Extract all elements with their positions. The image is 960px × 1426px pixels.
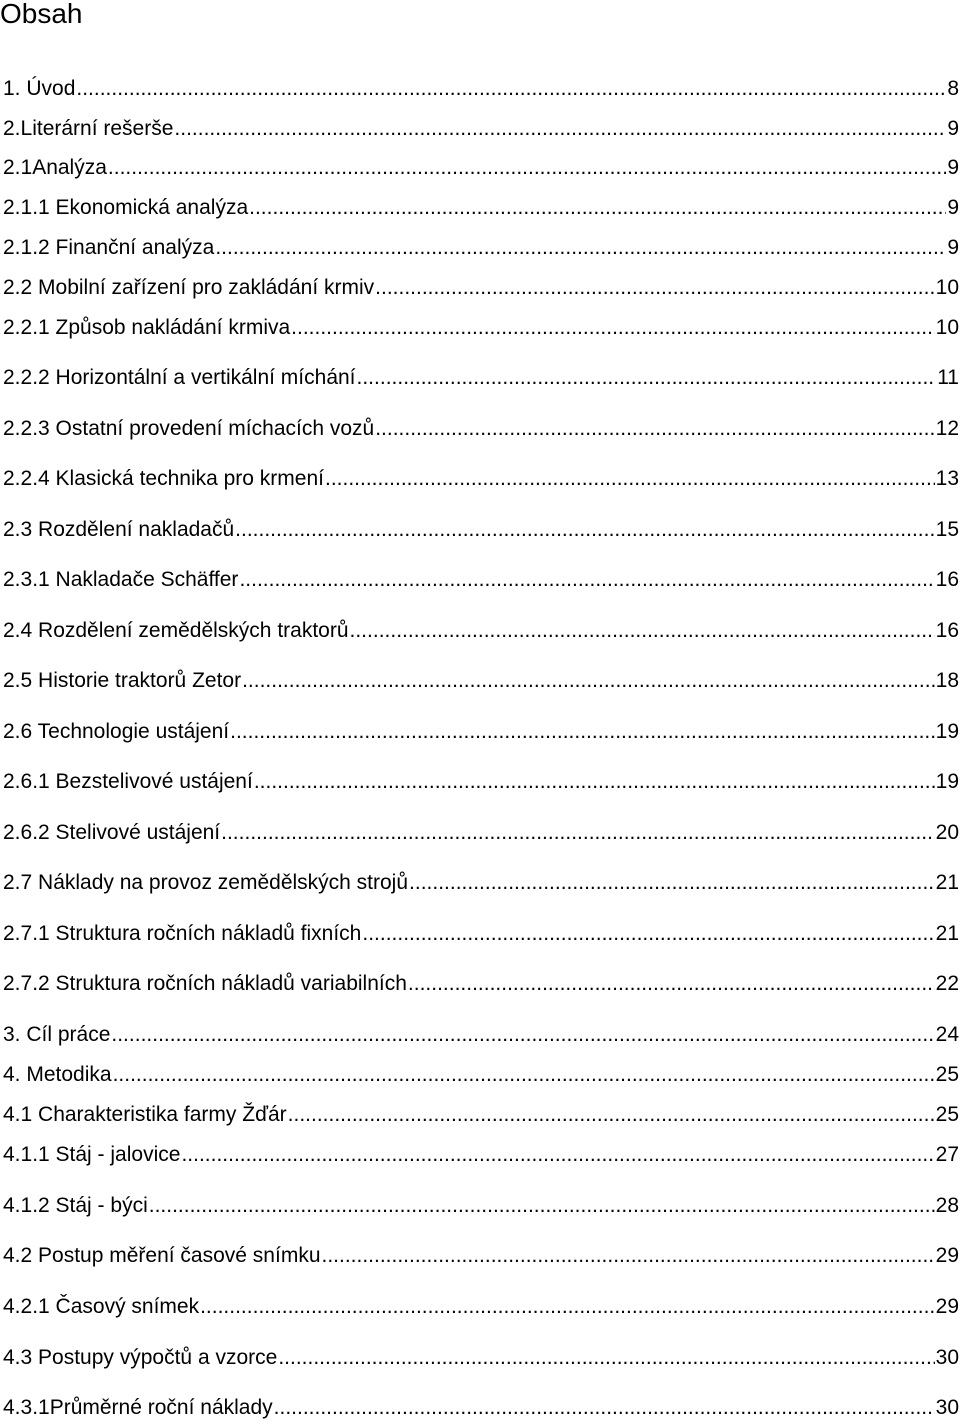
- toc-entry-page: 8: [947, 77, 959, 100]
- toc-dot-leader: [181, 1142, 934, 1168]
- toc-entry-label: 2.5 Historie traktorů Zetor: [3, 669, 242, 692]
- toc-dot-leader: [221, 820, 935, 846]
- toc-entry[interactable]: [3, 567, 959, 593]
- toc-entry-page: 10: [935, 316, 959, 339]
- toc-dot-leader: [278, 1345, 934, 1371]
- toc-entry[interactable]: [3, 719, 959, 745]
- toc-entry-page: 10: [935, 276, 959, 299]
- toc-entry-page: 29: [935, 1244, 959, 1267]
- toc-entry-page: 9: [947, 156, 959, 179]
- toc-dot-leader: [235, 517, 934, 543]
- toc-entry-label: 4.1.1 Stáj - jalovice: [3, 1143, 181, 1166]
- toc-entry[interactable]: [3, 1243, 959, 1269]
- toc-entry-label: 2.3.1 Nakladače Schäffer: [3, 568, 239, 591]
- toc-dot-leader: [357, 365, 937, 391]
- toc-dot-leader: [111, 1022, 934, 1048]
- toc-entry[interactable]: [3, 116, 959, 142]
- toc-entry-label: 2.2 Mobilní zařízení pro zakládání krmiv: [3, 276, 375, 299]
- toc-dot-leader: [200, 1294, 935, 1320]
- toc-entry-page: 25: [935, 1103, 959, 1126]
- toc-entry[interactable]: [3, 1062, 959, 1088]
- toc-entry-label: 2.1.1 Ekonomická analýza: [3, 196, 249, 219]
- toc-dot-leader: [113, 1062, 935, 1088]
- toc-entry-page: 20: [935, 821, 959, 844]
- toc-entry-label: 2.3 Rozdělení nakladačů: [3, 518, 235, 541]
- toc-entry-label: 4.2.1 Časový snímek: [3, 1295, 200, 1318]
- toc-entry-page: 22: [935, 972, 959, 995]
- toc-entry-page: 19: [935, 720, 959, 743]
- toc-entry-label: 4.3 Postupy výpočtů a vzorce: [3, 1346, 278, 1369]
- toc-entry-page: 25: [935, 1063, 959, 1086]
- toc-entry[interactable]: [3, 517, 959, 543]
- toc-entry-label: 2.7.2 Struktura ročních nákladů variabilních: [3, 972, 407, 995]
- toc-entry-page: 30: [935, 1346, 959, 1369]
- toc-entry[interactable]: [3, 1294, 959, 1320]
- toc-dot-leader: [362, 921, 934, 947]
- toc-entry[interactable]: [3, 618, 959, 644]
- toc-entry-label: 2.1.2 Finanční analýza: [3, 236, 215, 259]
- toc-entry[interactable]: [3, 870, 959, 896]
- toc-entry-page: 30: [935, 1396, 959, 1419]
- toc-dot-leader: [288, 1102, 935, 1128]
- toc-dot-leader: [230, 719, 935, 745]
- toc-entry[interactable]: [3, 921, 959, 947]
- toc-entry-page: 16: [935, 619, 959, 642]
- toc-entry-label: 2.4 Rozdělení zemědělských traktorů: [3, 619, 349, 642]
- toc-dot-leader: [215, 235, 946, 261]
- toc-entry[interactable]: [3, 1193, 959, 1219]
- toc-entry-label: 2.2.3 Ostatní provedení míchacích vozů: [3, 417, 375, 440]
- toc-entry[interactable]: [3, 235, 959, 261]
- toc-entry[interactable]: [3, 195, 959, 221]
- toc-dot-leader: [108, 155, 946, 181]
- toc-entry-page: 27: [935, 1143, 959, 1166]
- toc-entry-label: 2.6.1 Bezstelivové ustájení: [3, 770, 253, 793]
- toc-entry[interactable]: [3, 1142, 959, 1168]
- toc-entry-page: 21: [935, 922, 959, 945]
- toc-dot-leader: [408, 971, 935, 997]
- toc-dot-leader: [149, 1193, 935, 1219]
- toc-entry-label: 2.2.2 Horizontální a vertikální míchání: [3, 366, 356, 389]
- toc-dot-leader: [249, 195, 946, 221]
- toc-entry[interactable]: [3, 1345, 959, 1371]
- toc-entry-page: 9: [947, 236, 959, 259]
- toc-entry[interactable]: [3, 416, 959, 442]
- toc-entry-label: 2.Literární rešerše: [3, 117, 174, 140]
- toc-dot-leader: [242, 668, 935, 694]
- toc-dot-leader: [274, 1395, 935, 1421]
- toc-entry-label: 4.2 Postup měření časové snímku: [3, 1244, 321, 1267]
- toc-entry[interactable]: [3, 76, 959, 102]
- toc-entry-page: 16: [935, 568, 959, 591]
- toc-dot-leader: [409, 870, 935, 896]
- toc-entry-page: 11: [937, 366, 959, 389]
- toc-entry[interactable]: [3, 668, 959, 694]
- toc-entry[interactable]: [3, 466, 959, 492]
- toc-entry-label: 2.6 Technologie ustájení: [3, 720, 230, 743]
- toc-entry-page: 19: [935, 770, 959, 793]
- toc-entry-page: 28: [935, 1194, 959, 1217]
- toc-dot-leader: [76, 76, 946, 102]
- toc-entry[interactable]: [3, 971, 959, 997]
- toc-entry-label: 2.6.2 Stelivové ustájení: [3, 821, 221, 844]
- toc-entry[interactable]: [3, 820, 959, 846]
- toc-dot-leader: [239, 567, 934, 593]
- toc-entry-label: 2.2.1 Způsob nakládání krmiva: [3, 316, 291, 339]
- toc-dot-leader: [254, 769, 935, 795]
- toc-entry[interactable]: [3, 1102, 959, 1128]
- toc-entry[interactable]: [3, 365, 959, 391]
- toc-entry-label: 3. Cíl práce: [3, 1023, 111, 1046]
- toc-dot-leader: [325, 466, 935, 492]
- toc-entry-label: 2.7.1 Struktura ročních nákladů fixních: [3, 922, 362, 945]
- toc-entry-page: 9: [947, 196, 959, 219]
- toc-entry-label: 2.7 Náklady na provoz zemědělských strojů: [3, 871, 409, 894]
- toc-dot-leader: [350, 618, 935, 644]
- toc-entry[interactable]: [3, 1395, 959, 1421]
- toc-entry-page: 15: [935, 518, 959, 541]
- toc-entry-label: 2.1Analýza: [3, 156, 107, 179]
- toc-entry-page: 12: [935, 417, 959, 440]
- toc-entry-page: 29: [935, 1295, 959, 1318]
- toc-entry-page: 13: [935, 467, 959, 490]
- toc-entry[interactable]: [3, 275, 959, 301]
- toc-entry-label: 4.1.2 Stáj - býci: [3, 1194, 148, 1217]
- toc-dot-leader: [375, 416, 934, 442]
- toc-dot-leader: [322, 1243, 935, 1269]
- toc-entry[interactable]: [3, 315, 959, 341]
- toc-entry-label: 1. Úvod: [3, 77, 76, 100]
- toc-entry-page: 21: [935, 871, 959, 894]
- toc-entry-page: 24: [935, 1023, 959, 1046]
- toc-entry-label: 4.3.1Průměrné roční náklady: [3, 1396, 273, 1419]
- toc-entry-label: 4. Metodika: [3, 1063, 112, 1086]
- toc-entry-label: 4.1 Charakteristika farmy Žďár: [3, 1103, 287, 1126]
- toc-entry[interactable]: [3, 769, 959, 795]
- toc-dot-leader: [375, 275, 934, 301]
- toc-entry[interactable]: [3, 155, 959, 181]
- toc-entry-page: 9: [947, 117, 959, 140]
- page-title: Obsah: [0, 0, 83, 29]
- toc-dot-leader: [174, 116, 946, 142]
- toc-entry-label: 2.2.4 Klasická technika pro krmení: [3, 467, 324, 490]
- toc-entry[interactable]: [3, 1022, 959, 1048]
- toc-dot-leader: [291, 315, 934, 341]
- toc-entry-page: 18: [935, 669, 959, 692]
